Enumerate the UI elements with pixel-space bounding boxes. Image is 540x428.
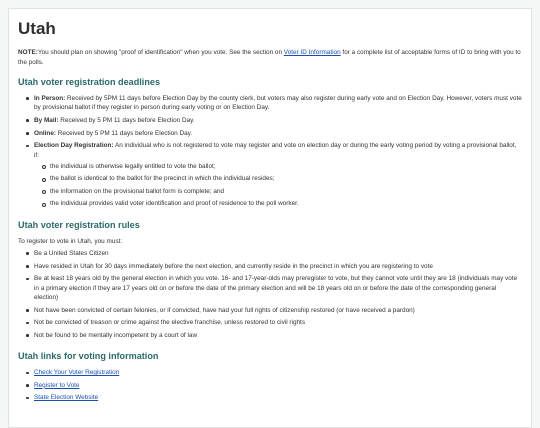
list-item: Be at least 18 years old by the general election in which you vote. 16- and 17-year-olds may preregister to vote, but they cannot vote until they are 18 (individuals may vote in a primary election if they are 17 years old on or before the date of the primary election and will be 18 years old on or before the date of the corresponding general election) (26, 274, 522, 302)
voter-id-information-link[interactable]: Voter ID Information (283, 49, 341, 56)
list-item: the individual provides valid voter identification and proof of residence to the poll worker. (42, 199, 522, 208)
links-list (18, 368, 522, 403)
list-item (26, 381, 522, 390)
list-item (26, 368, 522, 377)
deadline-label: In Person: (34, 95, 66, 102)
list-item: the ballot is identical to the ballot for the precinct in which the individual resides; (42, 174, 522, 183)
deadline-text: Received by 5 PM 11 days before Election Day. (58, 117, 195, 124)
deadline-text: Received by 5 PM 11 days before Election Day. (56, 129, 193, 137)
id-note (18, 48, 522, 68)
deadline-label: Online: (34, 129, 57, 137)
deadline-text: Received by 5PM 11 days before Election Day by the county clerk, but voters may also register during early vote and on Election Day. However, voters must vote by provisional ballot if they register in person during early voting or on Election Day. (34, 95, 522, 112)
note-text-after: for a complete list of acceptable forms of ID to bring with you to the polls. (18, 49, 521, 66)
list-item: Not have been convicted of certain felonies, or if convicted, have had your full rights of citizenship restored (or have received a pardon) (26, 306, 522, 315)
deadline-label: Election Day Registration: (34, 142, 114, 150)
list-item: Be a United States Citizen (26, 249, 522, 258)
list-item: the information on the provisional ballot form is complete; and (42, 187, 522, 196)
deadlines-list (18, 94, 522, 209)
content-card (8, 8, 532, 428)
rules-list (18, 249, 522, 340)
list-item: Not be convicted of treason or crime against the elective franchise, unless restored to civil rights (26, 318, 522, 327)
note-text-before: You should plan on showing "proof of identification" when you vote. See the section on (37, 49, 284, 56)
rules-intro: To register to vote in Utah, you must: (18, 237, 123, 245)
rules-heading: Utah voter registration rules (18, 219, 140, 230)
state-election-website-link[interactable]: State Election Website (34, 394, 99, 402)
deadline-by-mail (26, 116, 522, 125)
election-day-conditions (34, 162, 522, 209)
deadline-election-day (26, 141, 522, 208)
check-registration-link[interactable]: Check Your Voter Registration (34, 369, 120, 377)
page-title: Utah (18, 19, 56, 38)
deadline-text: An individual who is not registered to vote may register and vote on election day or during the early voting period by voting a provisional ballot, if: (34, 142, 517, 159)
list-item: Not be found to be mentally incompetent by a court of law (26, 331, 522, 340)
list-item (26, 393, 522, 402)
links-heading: Utah links for voting information (18, 351, 159, 362)
list-item: the individual is otherwise legally entitled to vote the ballot; (42, 162, 522, 171)
deadlines-heading: Utah voter registration deadlines (18, 77, 160, 87)
deadline-online (26, 129, 522, 138)
list-item: Have resided in Utah for 30 days immediately before the next election, and currently reside in the precinct in which you are registering to vote (26, 262, 522, 271)
register-to-vote-link[interactable]: Register to Vote (34, 381, 80, 389)
note-label: NOTE: (18, 49, 38, 56)
deadline-in-person (26, 94, 522, 113)
deadline-label: By Mail: (34, 117, 59, 124)
